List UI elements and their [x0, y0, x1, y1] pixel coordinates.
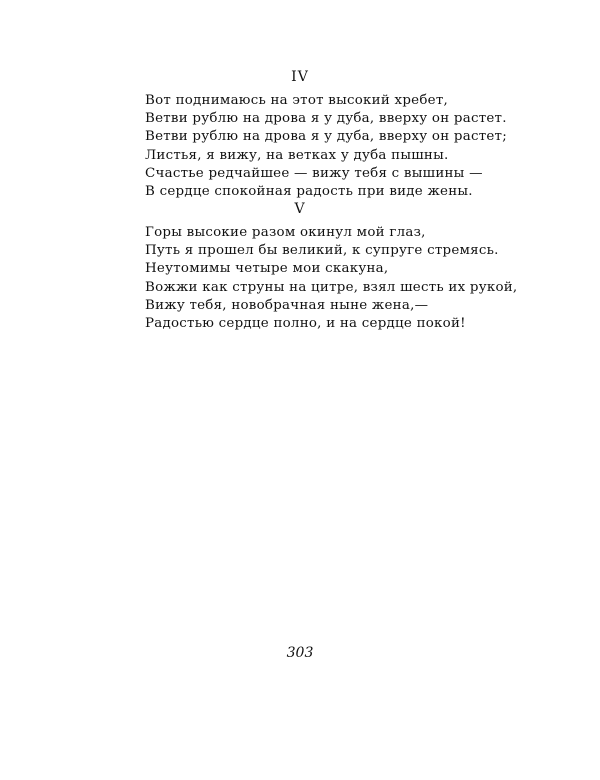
verse-line: Горы высокие разом окинул мой глаз, — [145, 225, 426, 240]
stanza-iv — [145, 92, 507, 201]
verse-line: Листья, я вижу, на ветках у дуба пышны. — [145, 147, 449, 163]
verse-line: Вот поднимаюсь на этот высокий хребет, — [145, 93, 448, 108]
verse-line: Ветви рублю на дрова я у дуба, вверху он растет; — [145, 129, 507, 145]
stanza-v — [145, 224, 517, 333]
section-heading-iv: IV — [291, 69, 309, 85]
section-heading-v: V — [294, 201, 306, 217]
verse-line: Радостью сердце полно, и на сердце покой! — [145, 316, 466, 332]
verse-line: Ветви рублю на дрова я у дуба, вверху он растет. — [145, 111, 507, 127]
verse-line: В сердце спокойная радость при виде жены. — [145, 184, 473, 200]
verse-line: Путь я прошел бы великий, к супруге стремясь. — [145, 243, 499, 259]
verse-line: Вижу тебя, новобрачная ныне жена,— — [145, 297, 429, 313]
verse-line: Вожжи как струны на цитре, взял шесть их рукой, — [145, 279, 518, 295]
verse-line: Счастье редчайшее — вижу тебя с вышины — — [145, 165, 483, 181]
page-number: 303 — [286, 645, 314, 661]
verse-line: Неутомимы четыре мои скакуна, — [145, 261, 389, 277]
